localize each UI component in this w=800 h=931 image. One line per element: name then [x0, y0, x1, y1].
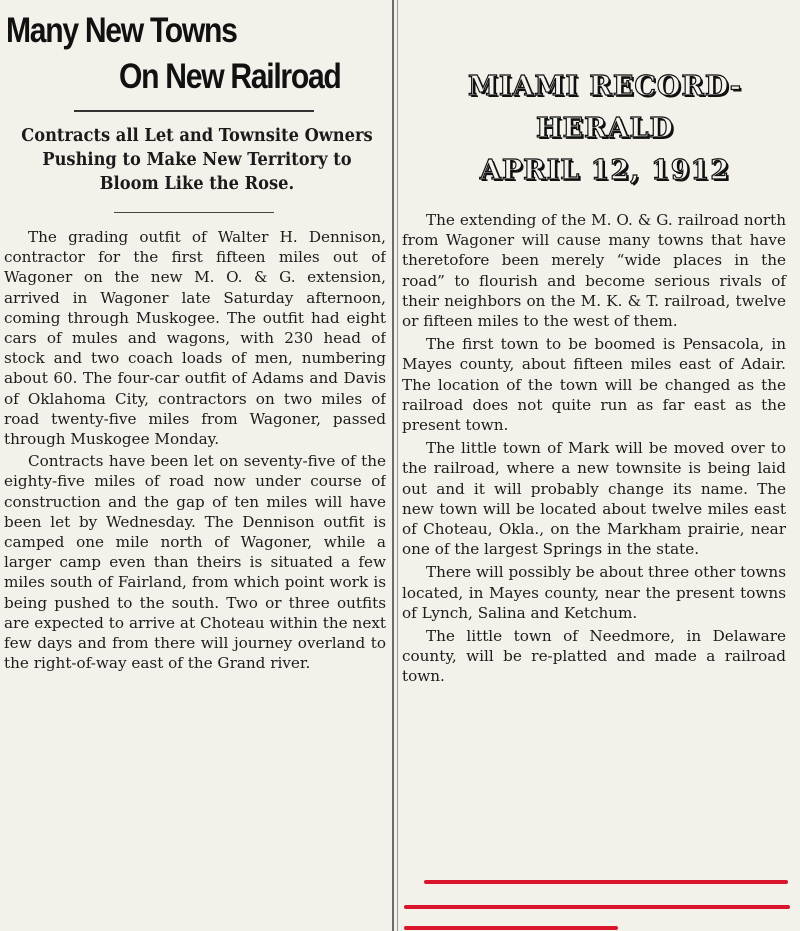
- left-column: [4, 0, 386, 931]
- right-column: [402, 210, 788, 930]
- right-paragraph-5-highlighted: The little town of Needmore, in Delaware county, will be re-platted and made a railroad town.: [402, 627, 786, 686]
- left-paragraph-1: The grading outfit of Walter H. Dennison, contractor for the first fifteen miles out of Wagoner on the new M. O. & G. extension, arrived in Wagoner late Saturday afternoon, coming through Muskogee. The outfit had eight cars of mules and wagons, with 230 head of stock and two coach loads of men, numbering about 60. The four-car outfit of Adams and Davis of Oklahoma City, contractors on two miles of road twenty-five miles from Wagoner, passed through Muskogee Monday.: [4, 228, 386, 449]
- headline-line-1: Many New Towns: [6, 11, 237, 50]
- red-underline-3: [404, 926, 618, 930]
- headline-rule: [74, 110, 314, 112]
- left-article-body: [4, 227, 386, 673]
- deck-subheadline: Contracts all Let and Townsite Owners Pushing to Make New Territory to Bloom Like the Rose.: [21, 126, 373, 194]
- column-divider: [392, 0, 394, 931]
- right-paragraph-1: The extending of the M. O. & G. railroad north from Wagoner will cause many towns that have theretofore been merely “wide places in the road” to flourish and become serious rivals of their neighbors on the M. K. & T. railroad, twelve or fifteen miles to the west of them.: [402, 211, 786, 331]
- headline-line-2: On New Railroad: [119, 57, 341, 96]
- column-divider-inner: [397, 0, 398, 931]
- masthead-publication: MIAMI RECORD-HERALD: [468, 71, 742, 144]
- deck-rule: [114, 212, 274, 213]
- right-article-body: [402, 210, 786, 687]
- right-paragraph-3: The little town of Mark will be moved over to the railroad, where a new townsite is being laid out and it will probably change its name. The new town will be located about twelve miles east of Choteau, Okla., on the Markham prairie, near one of the largest Springs in the state.: [402, 439, 786, 559]
- red-underline-2: [404, 905, 790, 909]
- left-paragraph-2: Contracts have been let on seventy-five of the eighty-five miles of road now under course of construction and the gap of ten miles will have been let by Wednesday. The Dennison outfit is camped one mile north of Wagoner, while a larger camp even than theirs is situated a few miles south of Fairland, from which point work is being pushed to the south. Two or three outfits are expected to arrive at Choteau within the next few days and from there will journey overland to the right-of-way east of the Grand river.: [4, 452, 386, 673]
- right-paragraph-2: The first town to be boomed is Pensacola, in Mayes county, about fifteen miles east of Adair. The location of the town will be changed as the railroad does not quite run as far east as the present town.: [402, 335, 786, 435]
- right-paragraph-4: There will possibly be about three other towns located, in Mayes county, near the present towns of Lynch, Salina and Ketchum.: [402, 563, 786, 622]
- red-underline-1: [424, 880, 788, 884]
- masthead-stamp: [420, 66, 790, 192]
- masthead-date: APRIL 12, 1912: [479, 155, 731, 186]
